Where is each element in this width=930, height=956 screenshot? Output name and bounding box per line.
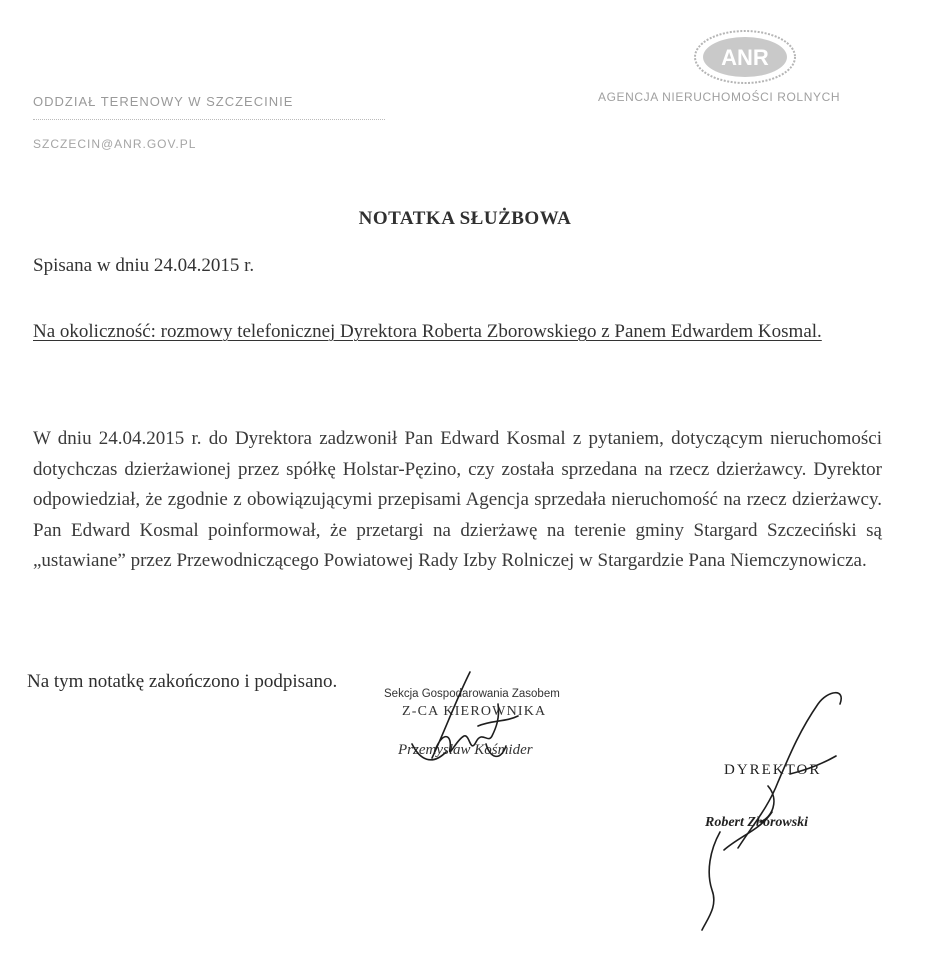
subject-line: Na okoliczność: rozmowy telefonicznej Dyrektora Roberta Zborowskiego z Panem Edwardem Kosmal.	[33, 321, 822, 342]
body-paragraph: W dniu 24.04.2015 r. do Dyrektora zadzwonił Pan Edward Kosmal z pytaniem, dotyczącym nieruchomości dotychczas dzierżawionej przez spółkę Holstar-Pęzino, czy została sprzedana na rzecz dzierżawcy. Dyrektor odpowiedział, że zgodnie z obowiązującymi przepisami Agencja sprzedała nieruchomość na rzecz dzierżawcy. Pan Edward Kosmal poinformował, że przetargi na dzierżawę na terenie gminy Stargard Szczeciński są „ustawiane” przez Przewodniczącego Powiatowej Rady Izby Rolniczej w Stargardzie Pana Niemczynowicza.	[33, 428, 882, 571]
office-name: ODDZIAŁ TERENOWY W SZCZECINIE	[33, 94, 294, 109]
closing-line: Na tym notatkę zakończono i podpisano.	[27, 671, 338, 692]
date-line: Spisana w dniu 24.04.2015 r.	[33, 255, 255, 276]
stamp-name: Przemysław Kośmider	[398, 742, 533, 758]
stamp-position: Z-CA KIEROWNIKA	[402, 704, 547, 719]
director-name: Robert Zborowski	[705, 815, 809, 830]
logo-text: ANR	[721, 45, 769, 70]
header-divider	[33, 119, 385, 120]
stamp-department: Sekcja Gospodarowania Zasobem	[384, 688, 560, 700]
office-email: SZCZECIN@ANR.GOV.PL	[33, 137, 197, 151]
document-title: NOTATKA SŁUŻBOWA	[358, 208, 572, 229]
agency-name: AGENCJA NIERUCHOMOŚCI ROLNYCH	[598, 90, 841, 104]
director-title: DYREKTOR	[724, 762, 822, 778]
anr-logo	[691, 28, 799, 86]
